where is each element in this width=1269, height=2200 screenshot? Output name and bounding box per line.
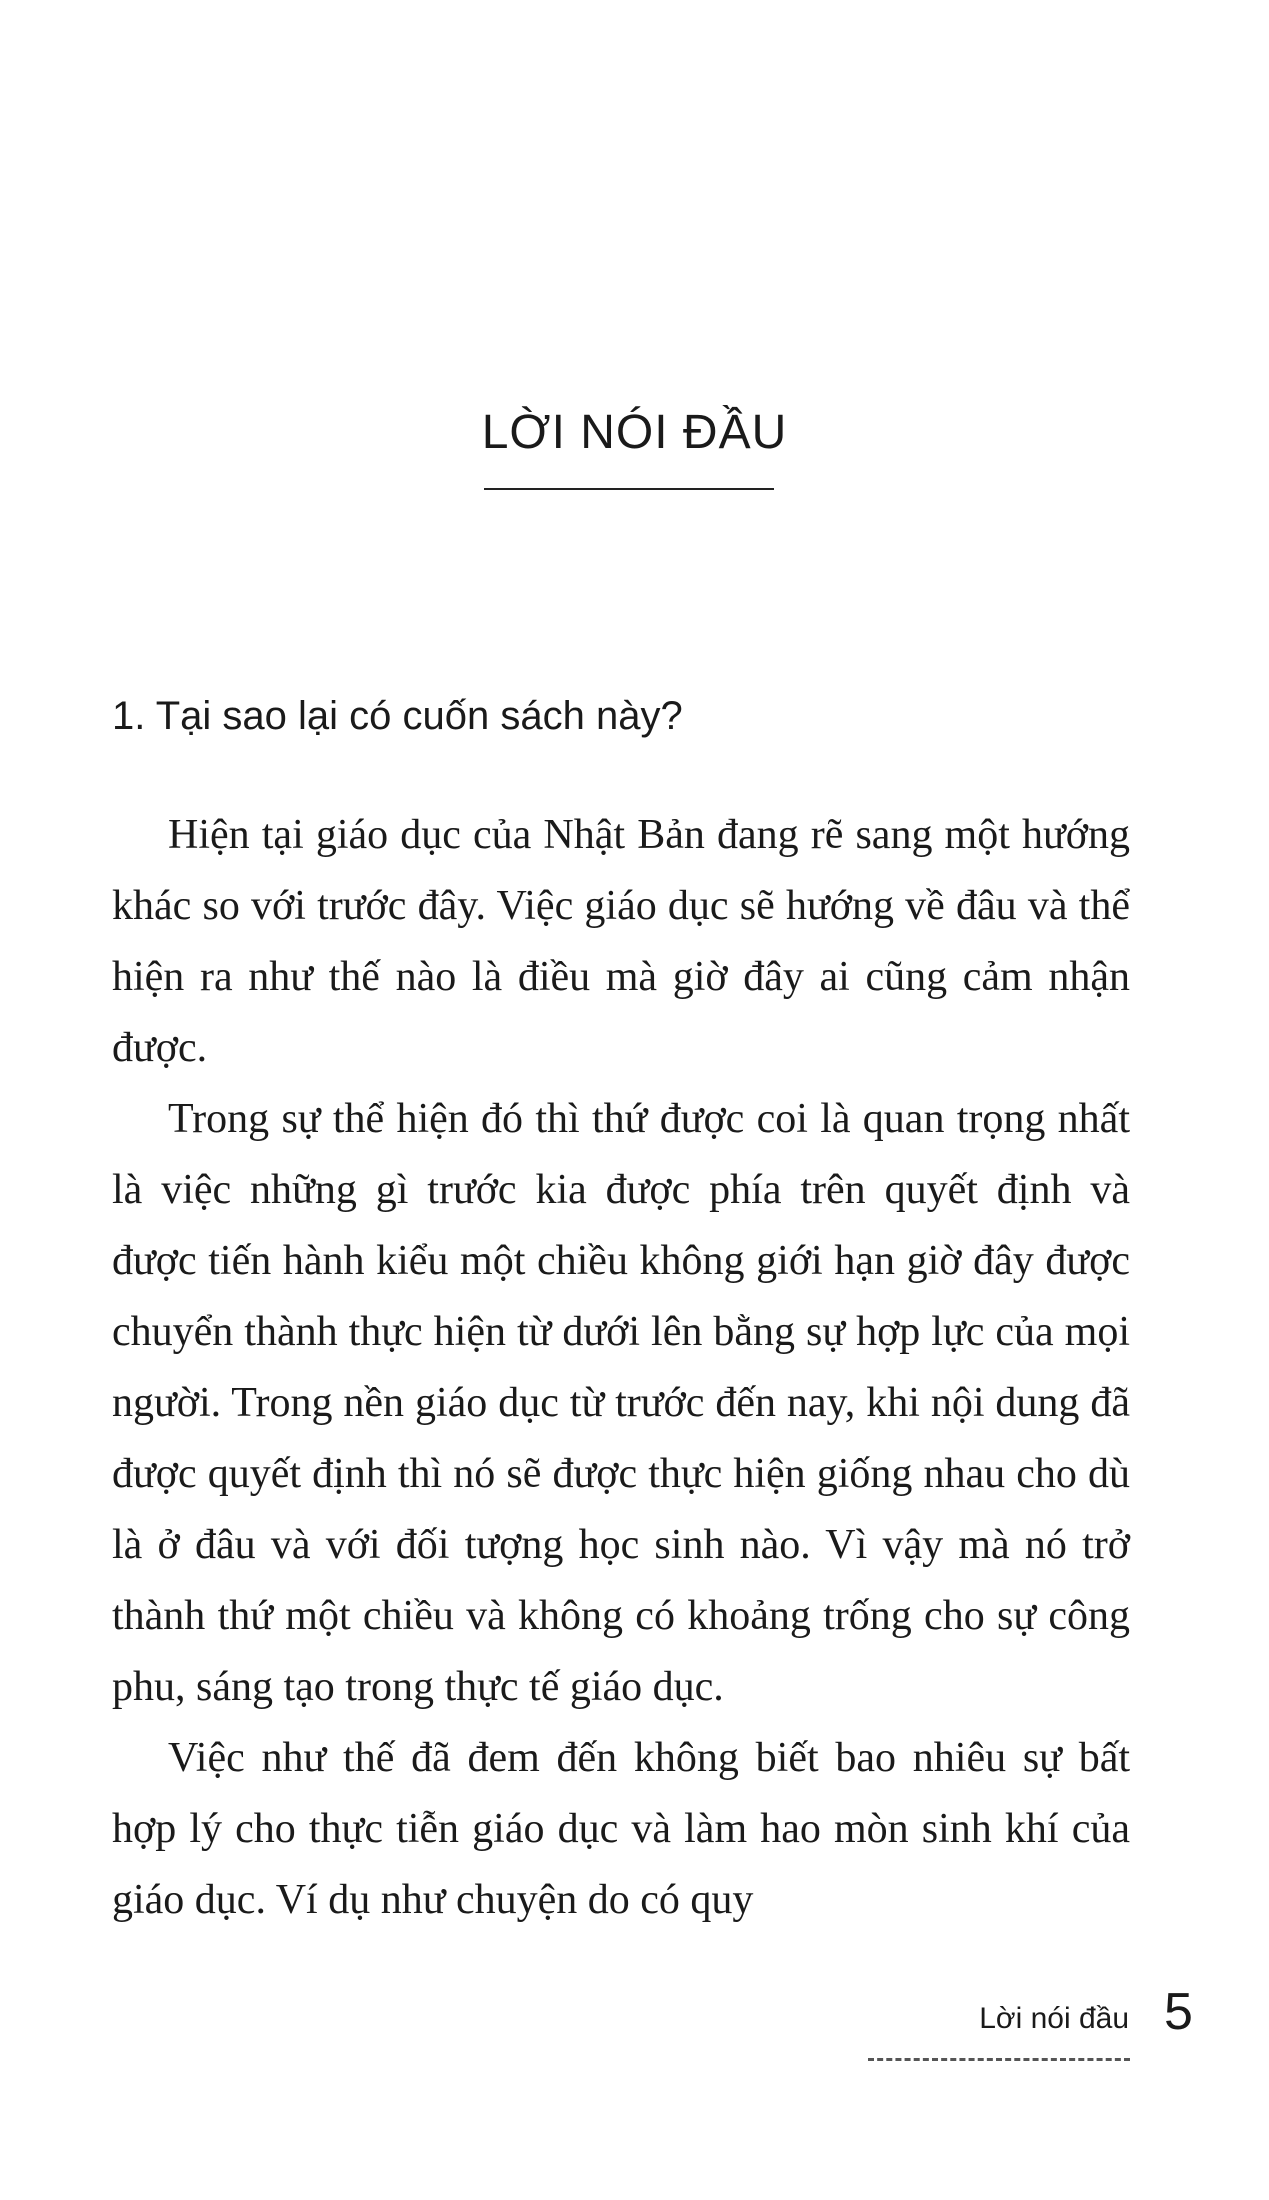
page-number: 5 <box>1164 1983 1193 2041</box>
paragraph-2: Trong sự thể hiện đó thì thứ được coi là quan trọng nhất là việc những gì trước kia được phía trên quyết định và được tiến hành kiểu một chiều không giới hạn giờ đây được chuyển thành thực hiện từ dưới lên bằng sự hợp lực của mọi người. Trong nền giáo dục từ trước đến nay, khi nội dung đã được quyết định thì nó sẽ được thực hiện giống nhau cho dù là ở đâu và với đối tượng học sinh nào. Vì vậy mà nó trở thành thứ một chiều và không có khoảng trống cho sự công phu, sáng tạo trong thực tế giáo dục. <box>112 1096 1130 1710</box>
paragraph-3: Việc như thế đã đem đến không biết bao nhiêu sự bất hợp lý cho thực tiễn giáo dục và làm hao mòn sinh khí của giáo dục. Ví dụ như chuyện do có quy <box>112 1735 1130 1923</box>
body-text <box>112 800 1130 1936</box>
page-title: LỜI NÓI ĐẦU <box>481 406 788 459</box>
running-footer-title: Lời nói đầu <box>979 2002 1129 2035</box>
section-heading: 1. Tại sao lại có cuốn sách này? <box>112 694 683 738</box>
paragraph-1: Hiện tại giáo dục của Nhật Bản đang rẽ sang một hướng khác so với trước đây. Việc giáo dục sẽ hướng về đâu và thể hiện ra như thế nào là điều mà giờ đây ai cũng cảm nhận được. <box>112 812 1130 1071</box>
footer-dashed-rule <box>868 2058 1130 2061</box>
title-underline <box>484 488 774 490</box>
